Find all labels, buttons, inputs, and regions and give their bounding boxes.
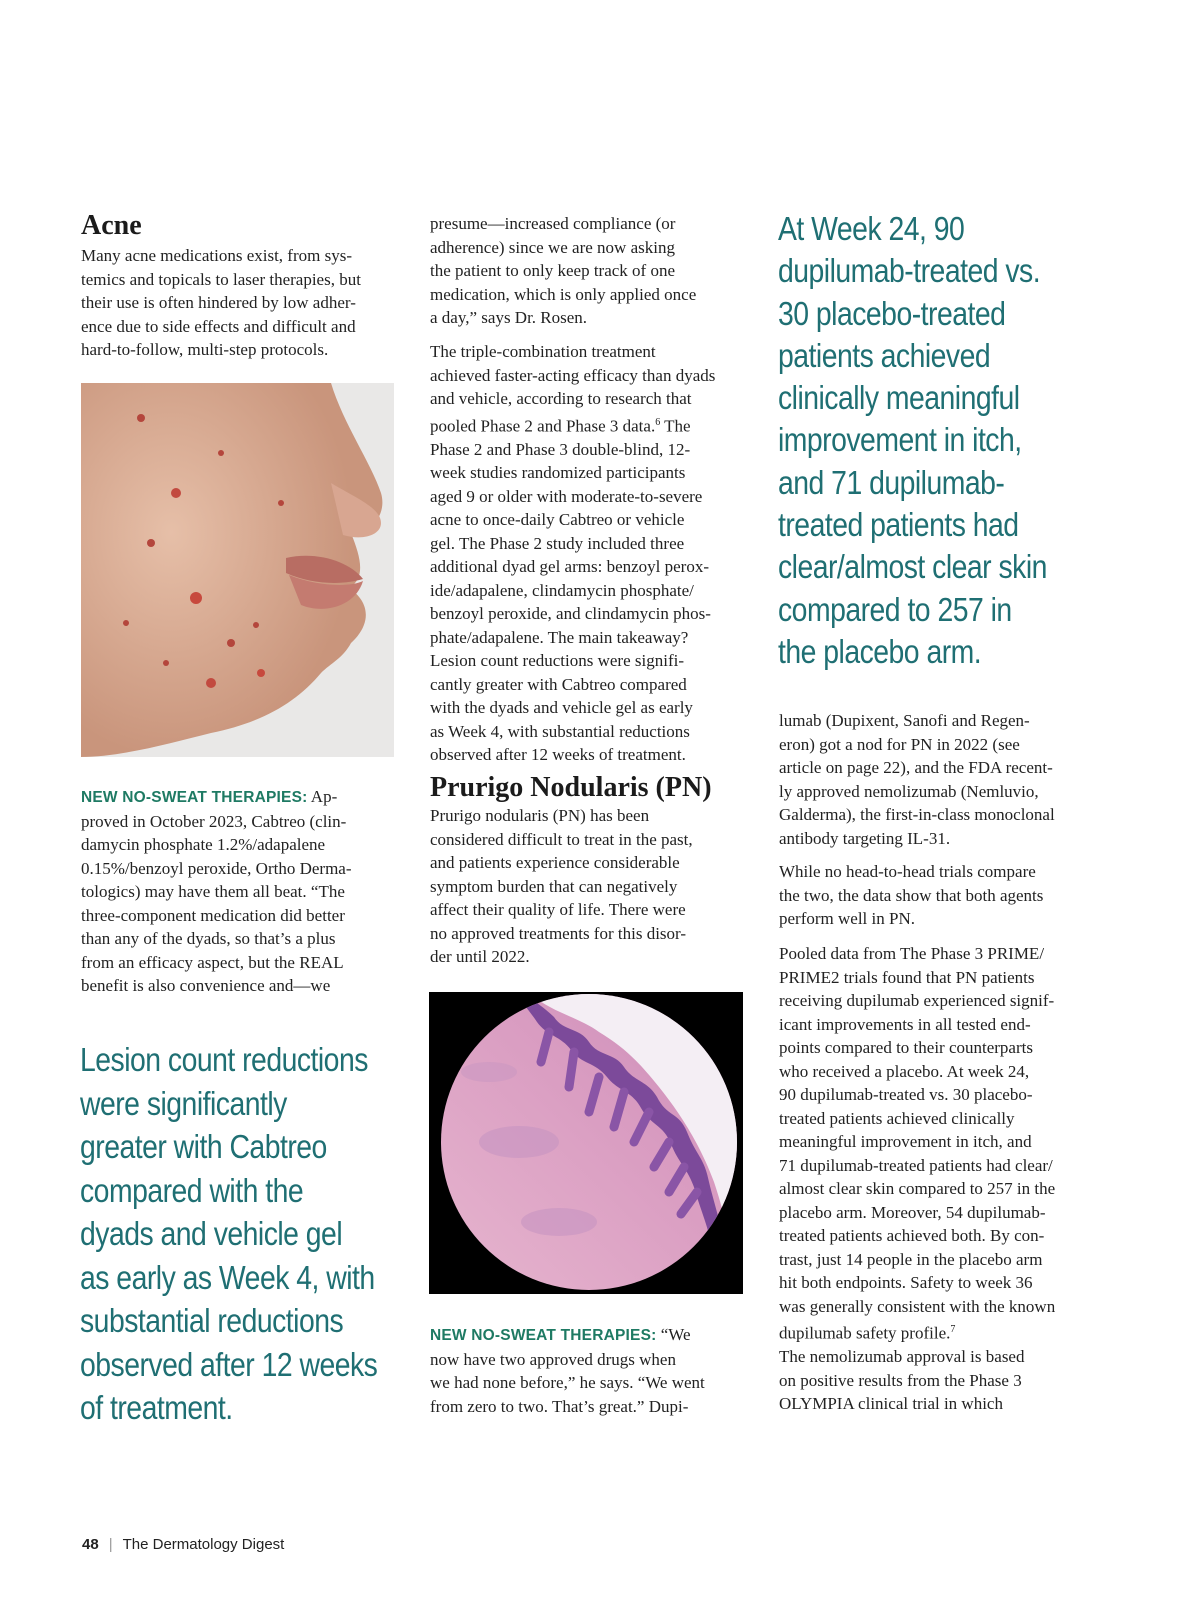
right-para-4: The nemolizumab approval is based on positive results from the Phase 3 OLYMPIA clinical trial in which	[779, 1347, 1025, 1413]
pullquote-right: At Week 24, 90 dupilumab-treated vs. 30 placebo-treated patients achieved clinically meaningful improvement in itch, and 71 dupilumab- treated patients had clear/almost clear skin compared to 257 in the placebo arm.	[778, 210, 1047, 670]
pn-heading: Prurigo Nodularis (PN)	[430, 772, 712, 803]
acne-face-illustration	[81, 383, 394, 757]
histology-illustration	[429, 992, 743, 1294]
middle-para-2: The triple-combination treatment achieved faster-acting efficacy than dyads and vehicle, according to research that pooled Phase 2 and Phase 3 data.$^6$ The Phase 2 and Phase 3 double-blind, 12- week studies randomized participants aged 9 or older with moderate-to-severe acne to once-daily Cabtreo or vehicle gel. The Phase 2 study included three additional dyad gel arms: benzoyl perox- ide/adapalene, clindamycin phosphate/ benzoyl peroxide, and clindamycin phos- phate/adapalene. The main takeaway? Lesion count reductions were signifi- cantly greater with Cabtreo compared with the dyads and vehicle gel as early as Week 4, with substantial reductions observed after 12 weeks of treatment.	[430, 342, 716, 765]
reference-6: 6	[655, 416, 661, 428]
middle-para-1: presume—increased compliance (or adherence) since we are now asking the patient to only keep track of one medication, which is only applied once a day,” says Dr. Rosen.	[430, 214, 697, 327]
acne-heading: Acne	[81, 210, 142, 241]
lead-new-no-sweat-therapies-2: NEW NO-SWEAT THERAPIES:	[430, 1327, 657, 1344]
reference-7: 7	[950, 1324, 956, 1335]
pullquote-left: Lesion count reductions were significantly greater with Cabtreo compared with the dyads and vehicle gel as early as Week 4, with substantial reductions observed after 12 weeks of treatment.	[80, 1041, 378, 1426]
middle-lead-para: NEW NO-SWEAT THERAPIES: “We now have two approved drugs when we had none before,” he says. “We went from zero to two. That’s great.” Dupi-	[430, 1325, 705, 1416]
acne-intro: Many acne medications exist, from sys- temics and topicals to laser therapies, but their use is often hindered by low adher- ence due to side effects and difficult and hard-to-follow, multi-step protocols.	[81, 246, 361, 359]
lead-new-no-sweat-therapies: NEW NO-SWEAT THERAPIES:	[81, 789, 308, 806]
footer-separator: |	[108, 1536, 113, 1553]
right-para-1: lumab (Dupixent, Sanofi and Regen- eron) got a nod for PN in 2022 (see article on page 22), and the FDA recent- ly approved nemolizumab (Nemluvio, Galderma), the first-in-class monoclonal antibody targeting IL-31.	[779, 711, 1055, 848]
acne-body: NEW NO-SWEAT THERAPIES: Ap- proved in October 2023, Cabtreo (clin- damycin phosphate 1.2%/adapalene 0.15%/benzoyl peroxide, Ortho Derma- tologics) may have them all beat. “The three-component medication did better than any of the dyads, so that’s a plus from an efficacy aspect, but the REAL benefit is also convenience and—we	[81, 787, 352, 995]
right-para-2: While no head-to-head trials compare the two, the data show that both agents perform well in PN.	[779, 862, 1044, 928]
right-para-3: Pooled data from The Phase 3 PRIME/ PRIME2 trials found that PN patients receiving dupilumab experienced signif- icant improvements in all tested end- points compared to their counterparts who received a placebo. At week 24, 90 dupilumab-treated vs. 30 placebo- treated patients achieved clinically meaningful improvement in itch, and 71 dupilumab-treated patients had clear/ almost clear skin compared to 257 in the placebo arm. Moreover, 54 dupilumab- treated patients achieved both. By con- trast, just 14 people in the placebo arm hit both endpoints. Safety to week 36 was generally consistent with the known dupilumab safety profile.$^7$	[779, 944, 1056, 1343]
page-number: 48	[82, 1536, 99, 1553]
histology-image	[429, 992, 743, 1294]
acne-photo	[81, 383, 394, 757]
pn-intro: Prurigo nodularis (PN) has been considered difficult to treat in the past, and patients experience considerable symptom burden that can negatively affect their quality of life. There were no approved treatments for this disor- der until 2022.	[430, 806, 693, 966]
page-footer	[82, 1536, 284, 1553]
publication-name: The Dermatology Digest	[122, 1536, 285, 1553]
